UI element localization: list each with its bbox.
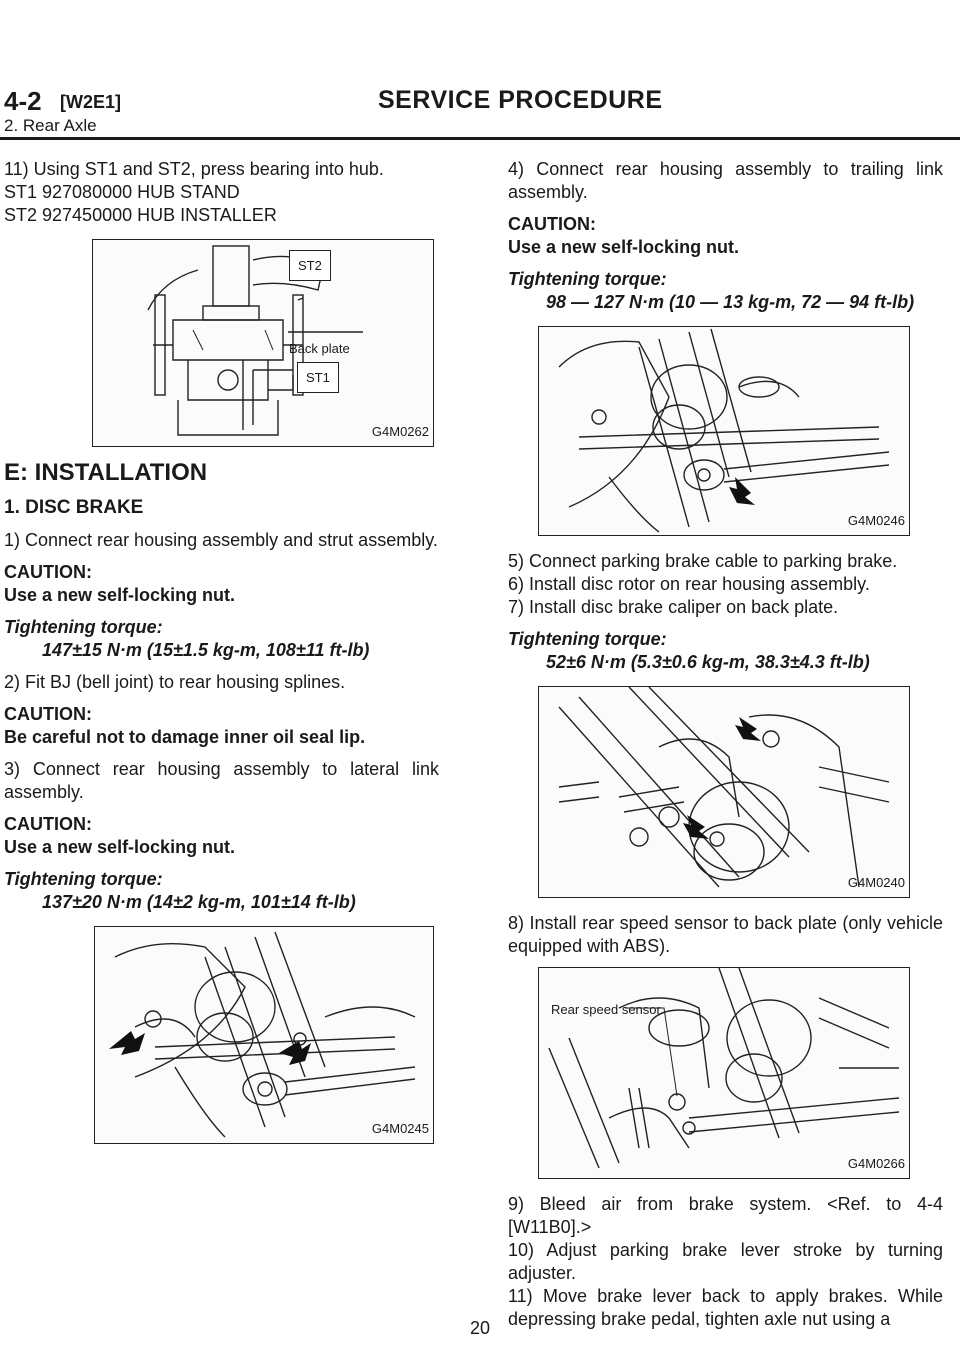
step-7: 7) Install disc brake caliper on back plate. [508,597,839,617]
step-11-press-bearing: 11) Using ST1 and ST2, press bearing into hub. [4,159,384,179]
label-rear-speed-sensor: Rear speed sensor [551,1002,661,1017]
step-6: 6) Install disc rotor on rear housing assembly. [508,574,870,594]
tool-st2: ST2 927450000 HUB INSTALLER [4,205,277,225]
torque-value: 147±15 N·m (15±1.5 kg-m, 108±11 ft-lb) [42,640,370,660]
caution-text: Be careful not to damage inner oil seal lip. [4,727,366,747]
figure-caliper [538,686,910,898]
tool-st1: ST1 927080000 HUB STAND [4,182,240,202]
figure-id: G4M0246 [847,513,905,528]
section-ref: [W2E1] [60,92,122,112]
caution-heading: CAUTION: [508,214,596,234]
caution-text: Use a new self-locking nut. [4,585,236,605]
figure-speed-sensor [538,967,910,1179]
figure-id: G4M0240 [847,875,905,890]
caliper-illustration [539,687,909,897]
figure-id: G4M0245 [371,1121,429,1136]
section-code: 4-2 [4,86,42,116]
torque-heading: Tightening torque: [508,269,667,289]
label-back-plate: Back plate [289,341,350,356]
label-st1: ST1 [297,362,339,393]
step-8: 8) Install rear speed sensor to back plate (only vehicle equipped with ABS). [508,913,943,956]
torque-value: 98 — 127 N·m (10 — 13 kg-m, 72 — 94 ft-lb) [546,292,915,312]
torque-heading: Tightening torque: [4,617,163,637]
figure-id: G4M0266 [847,1156,905,1171]
caution-text: Use a new self-locking nut. [4,837,236,857]
step-2: 2) Fit BJ (bell joint) to rear housing splines. [4,672,346,692]
caution-heading: CAUTION: [4,704,92,724]
page-title: SERVICE PROCEDURE [378,86,663,114]
trailing-link-illustration [539,327,909,535]
caution-heading: CAUTION: [4,814,92,834]
page-subtitle: 2. Rear Axle [4,116,97,135]
label-st2: ST2 [289,250,331,281]
torque-value: 137±20 N·m (14±2 kg-m, 101±14 ft-lb) [42,892,356,912]
page-number: 20 [469,1318,491,1338]
figure-trailing-link [538,326,910,536]
subsection-title-disc-brake: 1. DISC BRAKE [4,497,144,518]
torque-heading: Tightening torque: [4,869,163,889]
step-3: 3) Connect rear housing assembly to lateral link assembly. [4,759,439,802]
caution-text: Use a new self-locking nut. [508,237,740,257]
step-4: 4) Connect rear housing assembly to trailing link assembly. [508,159,943,202]
section-title-installation: E: INSTALLATION [4,459,208,486]
right-column [508,158,943,1331]
figure-id: G4M0262 [371,424,429,439]
figure-lateral-link [94,926,434,1144]
lateral-link-illustration [95,927,433,1143]
left-column [4,158,439,1158]
figure-hub-bearing-press [92,239,434,447]
torque-heading: Tightening torque: [508,629,667,649]
step-10: 10) Adjust parking brake lever stroke by turning adjuster. [508,1240,943,1283]
step-5: 5) Connect parking brake cable to parking brake. [508,551,898,571]
step-11-axle-nut: 11) Move brake lever back to apply brakes. While depressing brake pedal, tighten axle nut using a [508,1286,943,1329]
step-9: 9) Bleed air from brake system. <Ref. to 4-4 [W11B0].> [508,1194,943,1237]
header-rule [0,137,960,140]
hub-press-illustration [93,240,433,446]
step-1: 1) Connect rear housing assembly and strut assembly. [4,530,438,550]
torque-value: 52±6 N·m (5.3±0.6 kg-m, 38.3±4.3 ft-lb) [546,652,870,672]
caution-heading: CAUTION: [4,562,92,582]
